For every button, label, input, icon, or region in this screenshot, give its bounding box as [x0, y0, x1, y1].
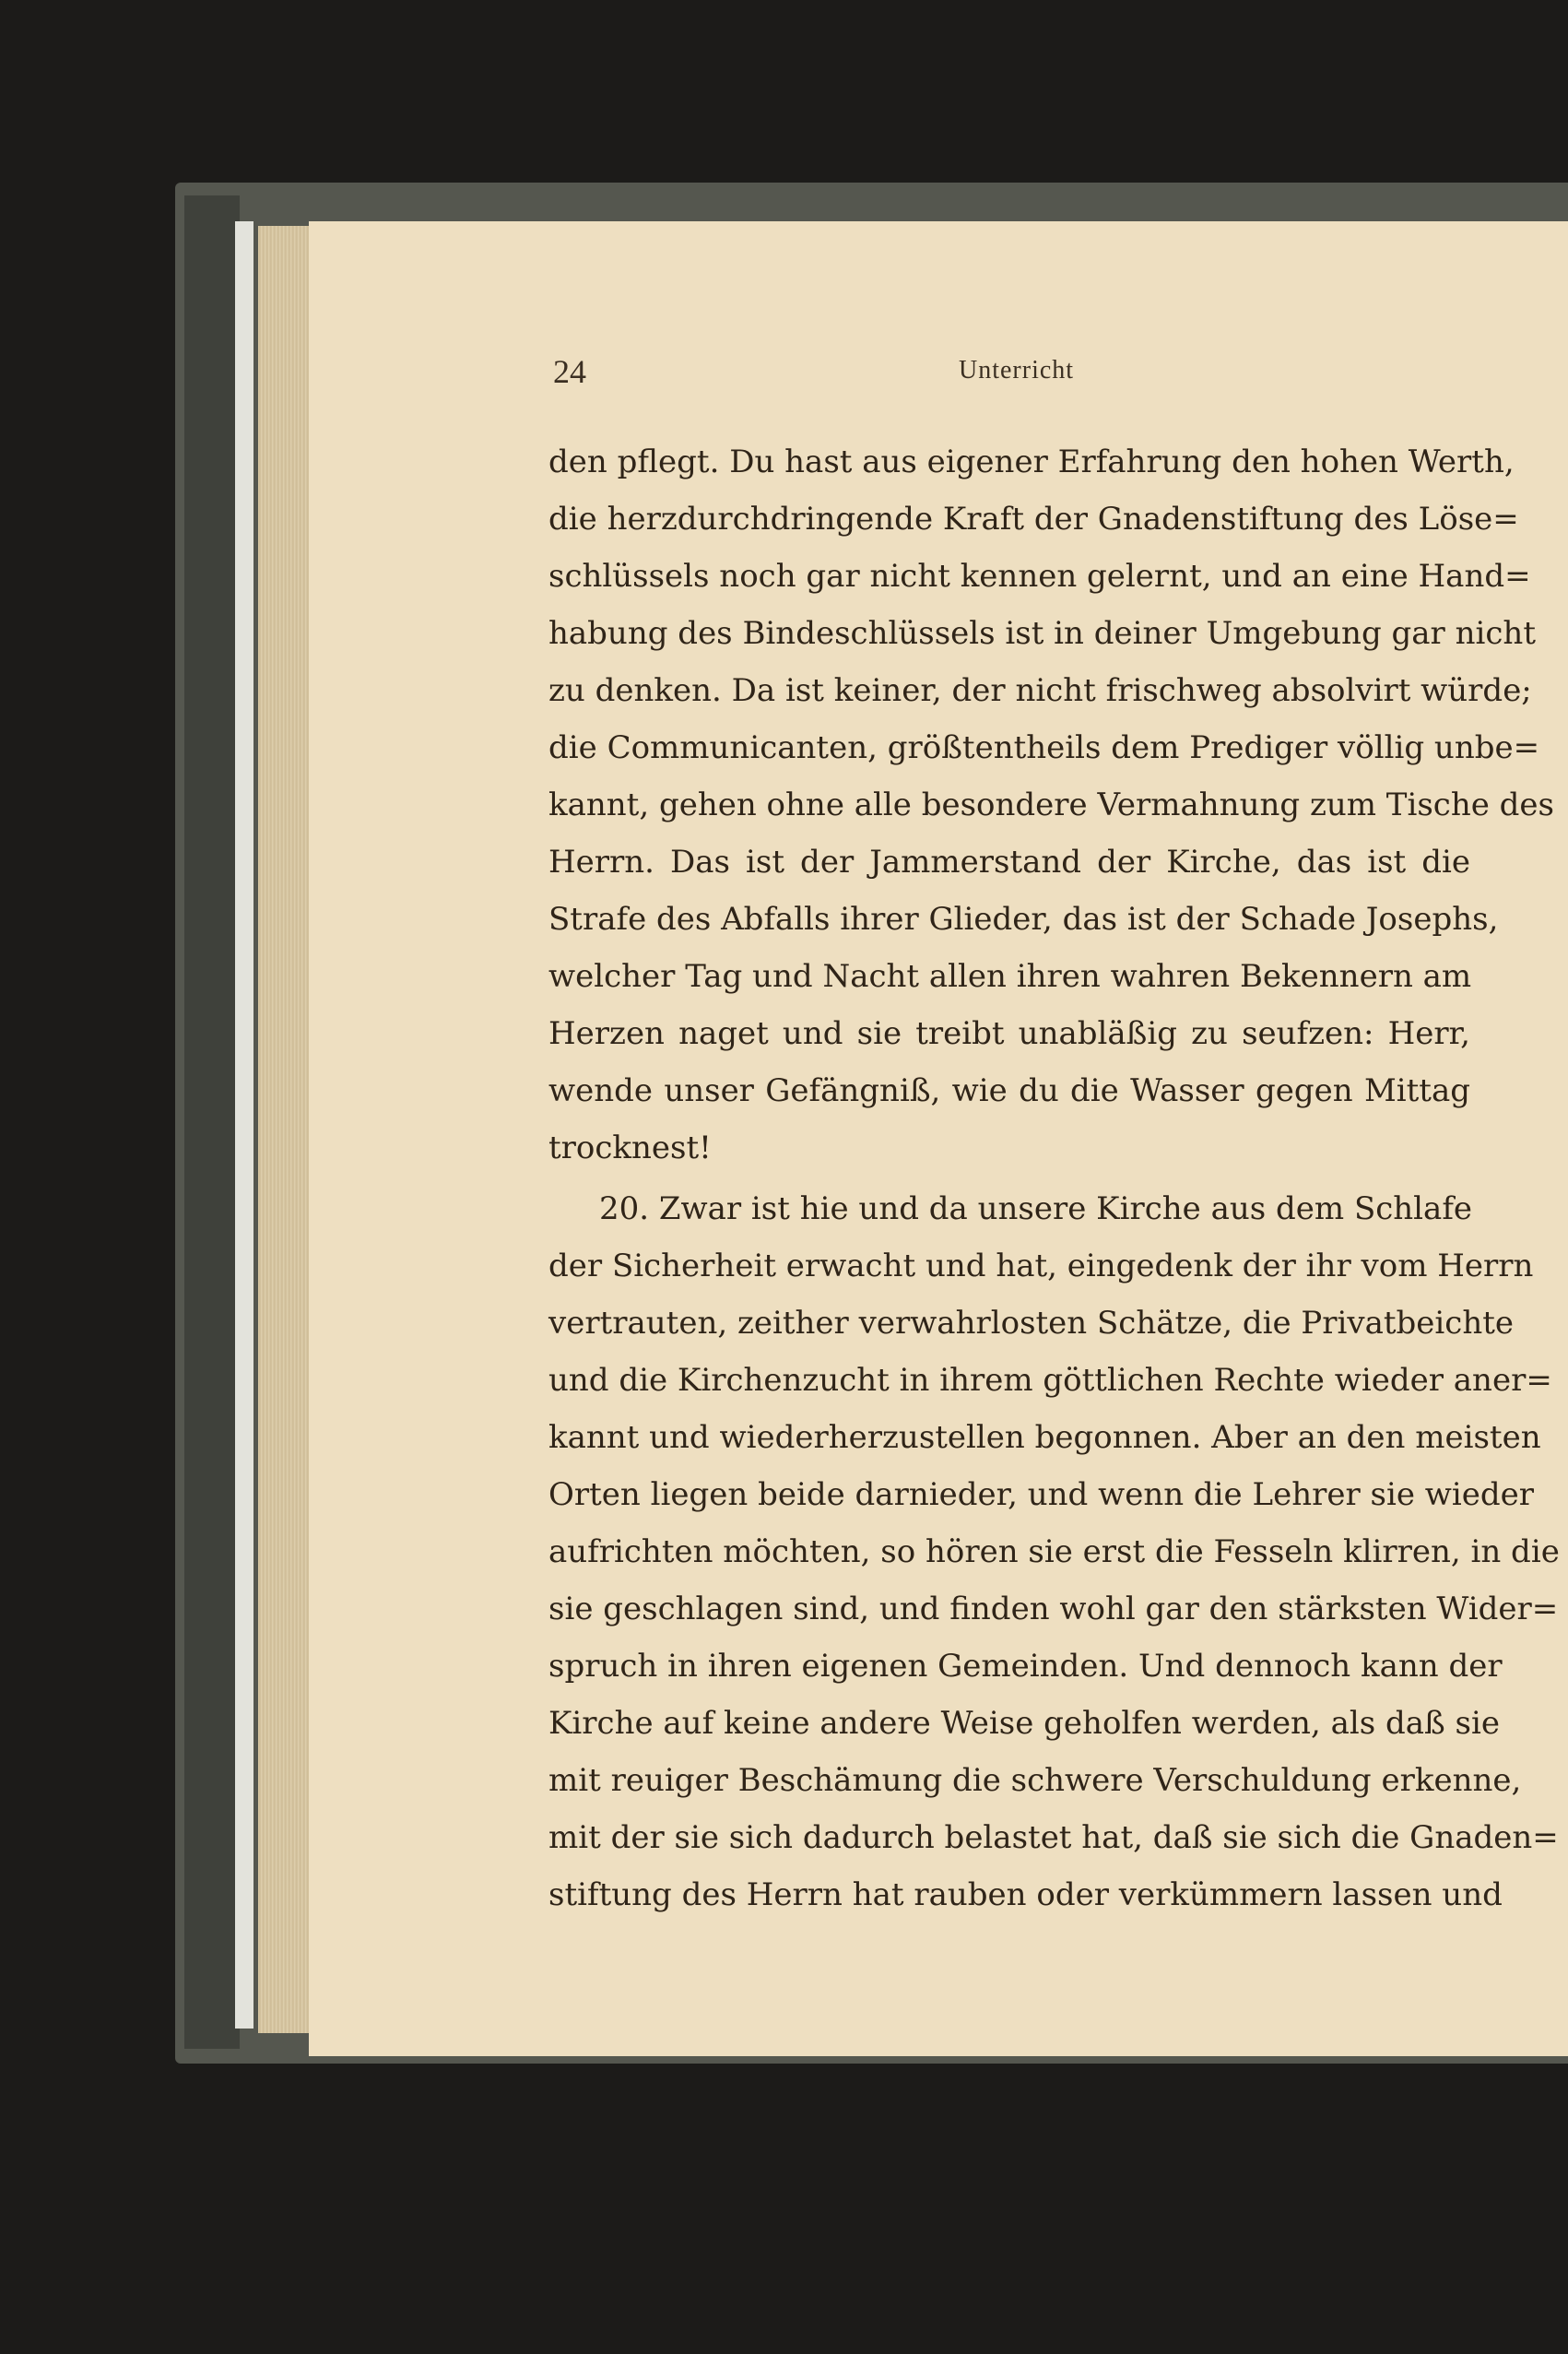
- text-line: vertrauten, zeither verwahrlosten Schätze, die Privatbeichte: [548, 1305, 1515, 1342]
- text-line: die Communicanten, größtentheils dem Prediger völlig unbe=: [548, 729, 1540, 766]
- text-line: der Sicherheit erwacht und hat, eingedenk der ihr vom Herrn: [548, 1248, 1534, 1284]
- text-line: zu denken. Da ist keiner, der nicht frischweg absolvirt würde;: [548, 672, 1532, 709]
- text-line: trocknest!: [548, 1130, 712, 1166]
- running-head: Unterricht: [959, 356, 1075, 384]
- text-line: Herrn. Das ist der Jammerstand der Kirche, das ist die: [548, 844, 1470, 881]
- text-line: Kirche auf keine andere Weise geholfen werden, als daß sie: [548, 1705, 1500, 1742]
- text-line: spruch in ihren eigenen Gemeinden. Und dennoch kann der: [548, 1648, 1503, 1685]
- text-line: Strafe des Abfalls ihrer Glieder, das ist der Schade Josephs,: [548, 901, 1499, 938]
- text-line: und die Kirchenzucht in ihrem göttlichen Rechte wieder aner=: [548, 1362, 1552, 1399]
- text-line: Herzen naget und sie treibt unabläßig zu seufzen: Herr,: [548, 1015, 1470, 1052]
- text-line: wende unser Gefängniß, wie du die Wasser gegen Mittag: [548, 1072, 1470, 1109]
- text-line: aufrichten möchten, so hören sie erst die Fesseln klirren, in die: [548, 1533, 1560, 1570]
- text-line: schlüssels noch gar nicht kennen gelernt, und an eine Hand=: [548, 558, 1531, 595]
- text-line: Orten liegen beide darnieder, und wenn die Lehrer sie wieder: [548, 1476, 1535, 1513]
- text-line: habung des Bindeschlüssels ist in deiner Umgebung gar nicht: [548, 615, 1536, 652]
- paragraph-2: [548, 1180, 1560, 1923]
- text-line: den pflegt. Du hast aus eigener Erfahrung den hohen Werth,: [548, 444, 1515, 480]
- text-line: 20. Zwar ist hie und da unsere Kirche aus dem Schlafe: [599, 1190, 1473, 1227]
- cover-spine-edge: [184, 195, 240, 2049]
- text-line: mit der sie sich dadurch belastet hat, daß sie sich die Gnaden=: [548, 1819, 1559, 1856]
- text-line: kannt, gehen ohne alle besondere Vermahnung zum Tische des: [548, 787, 1555, 823]
- body-text: [548, 433, 1560, 1923]
- text-line: die herzdurchdringende Kraft der Gnadenstiftung des Löse=: [548, 501, 1519, 538]
- page-number: 24: [553, 353, 586, 390]
- paragraph-1: [548, 433, 1555, 1177]
- page-edges: [258, 226, 313, 2033]
- text-line: sie geschlagen sind, und finden wohl gar den stärksten Wider=: [548, 1591, 1559, 1627]
- text-line: stiftung des Herrn hat rauben oder verkümmern lassen und: [548, 1876, 1503, 1913]
- text-line: mit reuiger Beschämung die schwere Verschuldung erkenne,: [548, 1762, 1522, 1799]
- text-line: kannt und wiederherzustellen begonnen. Aber an den meisten: [548, 1419, 1541, 1456]
- text-line: welcher Tag und Nacht allen ihren wahren Bekennern am: [548, 958, 1472, 995]
- cover-inner-lining: [235, 221, 253, 2029]
- page-header: [553, 352, 1475, 398]
